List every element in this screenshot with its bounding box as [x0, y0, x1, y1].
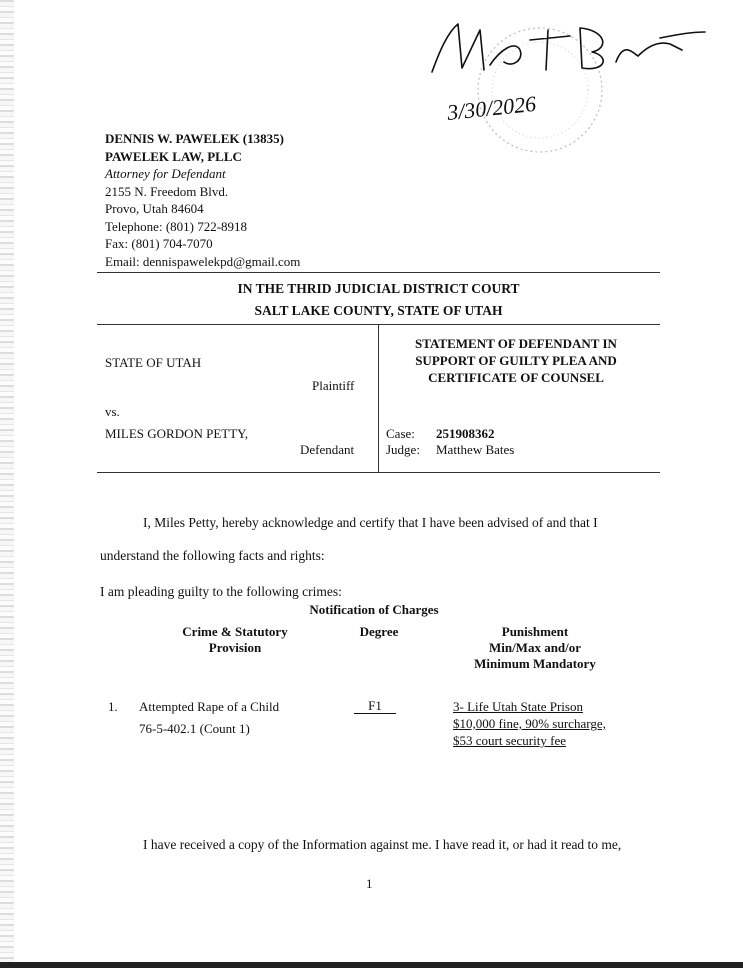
charge-punishment-3: $53 court security fee [453, 733, 566, 748]
pleading-statement: I am pleading guilty to the following crimes: [100, 584, 342, 599]
attorney-email: Email: dennispawelekpd@gmail.com [105, 253, 301, 269]
header-crime-line2: Provision [208, 640, 262, 655]
closing-line: I have received a copy of the Information against me. I have read it, or had it read to me, [143, 837, 622, 852]
intro-line-2: understand the following facts and rights: [100, 548, 325, 563]
defendant-label: Defendant [300, 442, 355, 457]
scan-bottom-edge [0, 962, 743, 968]
attorney-firm: PAWELEK LAW, PLLC [105, 148, 242, 164]
court-county: SALT LAKE COUNTY, STATE OF UTAH [254, 303, 503, 318]
title-line-1: STATEMENT OF DEFENDANT IN [415, 336, 617, 351]
title-line-2: SUPPORT OF GUILTY PLEA AND [415, 353, 617, 368]
case-label: Case: [386, 426, 415, 441]
judge-name: Matthew Bates [436, 442, 515, 457]
charge-number: 1. [108, 699, 118, 714]
header-punishment-line2: Min/Max and/or [488, 640, 582, 655]
header-crime [160, 624, 310, 656]
charge-crime: Attempted Rape of a Child [139, 699, 280, 714]
rule-caption-bottom [97, 472, 660, 473]
attorney-telephone: Telephone: (801) 722-8918 [105, 218, 248, 234]
title-line-3: CERTIFICATE OF COUNSEL [428, 370, 604, 385]
attorney-name: DENNIS W. PAWELEK (13835) [105, 131, 284, 146]
charges-title: Notification of Charges [309, 602, 439, 617]
case-number: 251908362 [436, 426, 495, 441]
attorney-address2: Provo, Utah 84604 [105, 201, 204, 216]
header-punishment-line3: Minimum Mandatory [474, 656, 596, 671]
caption-divider [378, 324, 379, 472]
header-punishment [455, 624, 615, 672]
page-number: 1 [366, 876, 373, 891]
court-name: IN THE THRID JUDICIAL DISTRICT COURT [237, 281, 520, 296]
signature-scrawl [432, 24, 705, 72]
plaintiff-name: STATE OF UTAH [105, 355, 202, 370]
attorney-role: Attorney for Defendant [105, 166, 226, 181]
defendant-name: MILES GORDON PETTY, [105, 426, 249, 441]
document-title [385, 335, 647, 386]
charge-statute: 76-5-402.1 (Count 1) [139, 721, 250, 736]
versus: vs. [105, 404, 120, 419]
header-punishment-line1: Punishment [501, 624, 569, 639]
charge-degree: F1 [354, 699, 396, 714]
scan-edge-artifact [0, 0, 14, 968]
judge-label: Judge: [386, 442, 420, 457]
signature-date: 3/30/2026 [445, 90, 538, 125]
charge-punishment-2: $10,000 fine, 90% surcharge, [453, 716, 606, 731]
rule-top [97, 272, 660, 273]
intro-line-1: I, Miles Petty, hereby acknowledge and certify that I have been advised of and that I [143, 515, 598, 530]
court-seal-stamp [478, 28, 602, 152]
attorney-address1: 2155 N. Freedom Blvd. [105, 183, 229, 199]
header-degree: Degree [359, 624, 399, 639]
charge-punishment-1: 3- Life Utah State Prison [453, 699, 583, 714]
attorney-block [105, 130, 300, 270]
plaintiff-label: Plaintiff [312, 378, 355, 393]
judge-signature-stamp [420, 10, 720, 170]
header-crime-line1: Crime & Statutory [182, 624, 288, 639]
attorney-fax: Fax: (801) 704-7070 [105, 236, 213, 251]
